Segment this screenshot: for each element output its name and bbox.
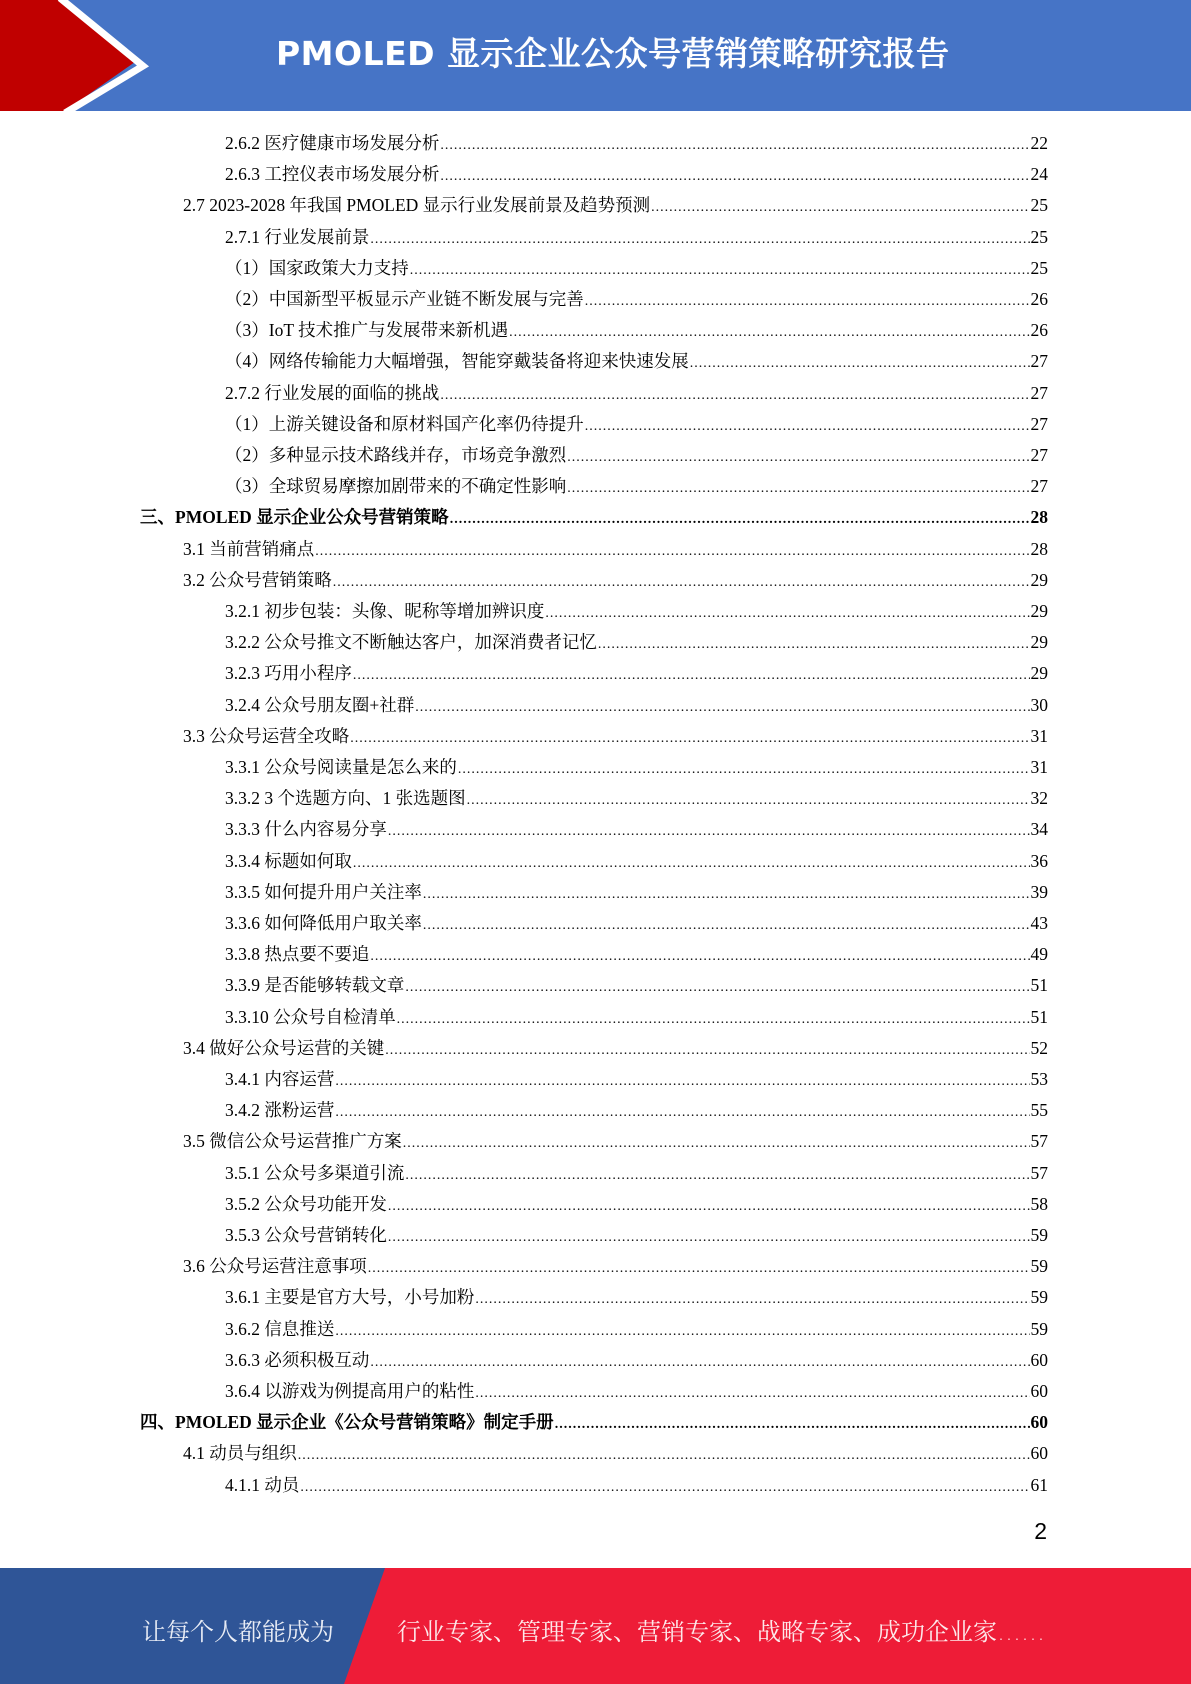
toc-entry[interactable]	[183, 721, 1048, 752]
toc-entry-title: 4.1 动员与组织	[183, 1443, 297, 1464]
toc-entry[interactable]	[225, 1345, 1048, 1376]
toc-entry-title: 3.3.3 什么内容易分享	[225, 819, 387, 840]
footer-slogan-left: 让每个人都能成为	[142, 1618, 334, 1646]
toc-entry[interactable]	[225, 1095, 1048, 1126]
toc-entry-title: 三、PMOLED 显示企业公众号营销策略	[140, 507, 449, 528]
toc-entry[interactable]	[225, 409, 1048, 440]
chevron-decoration-icon	[0, 0, 200, 111]
toc-entry[interactable]	[225, 1470, 1048, 1501]
dot-leader	[300, 1470, 1029, 1503]
toc-entry-title: 2.7.1 行业发展前景	[225, 226, 370, 247]
dot-leader	[555, 1407, 1030, 1440]
toc-entry-page: 59	[1030, 1287, 1048, 1308]
toc-entry-title: 2.7 2023-2028 年我国 PMOLED 显示行业发展前景及趋势预测	[183, 195, 651, 216]
toc-entry-page: 29	[1030, 601, 1048, 621]
toc-entry[interactable]	[225, 1376, 1048, 1407]
page-number: 2	[1034, 1518, 1047, 1544]
dot-leader	[368, 1251, 1030, 1284]
toc-entry[interactable]	[225, 1282, 1048, 1313]
toc-entry-title: （2）多种显示技术路线并存，市场竞争激烈	[225, 445, 567, 465]
dot-leader	[415, 690, 1029, 723]
toc-entry-page: 49	[1030, 944, 1048, 965]
toc-entry-title: 3.2.1 初步包装：头像、昵称等增加辨识度	[225, 601, 545, 621]
toc-entry-page: 28	[1030, 538, 1048, 559]
toc-entry[interactable]	[225, 284, 1048, 315]
toc-entry[interactable]	[225, 1314, 1048, 1345]
toc-entry-page: 51	[1030, 1006, 1048, 1027]
toc-entry-page: 31	[1030, 757, 1048, 777]
toc-entry-page: 25	[1030, 195, 1048, 216]
dot-leader	[567, 440, 1029, 473]
toc-entry[interactable]	[225, 1220, 1048, 1251]
dot-leader	[370, 1345, 1029, 1378]
toc-entry-page: 29	[1030, 569, 1048, 590]
toc-entry[interactable]	[225, 222, 1048, 253]
dot-leader	[388, 814, 1030, 847]
toc-entry[interactable]	[225, 378, 1048, 409]
toc-entry-page: 25	[1030, 226, 1048, 247]
toc-entry[interactable]	[225, 658, 1048, 689]
dot-leader	[690, 346, 1030, 379]
toc-entry-page: 29	[1030, 632, 1048, 653]
dot-leader	[335, 1064, 1029, 1097]
dot-leader	[585, 284, 1030, 317]
dot-leader	[475, 1376, 1029, 1409]
toc-entry-title: 3.3.8 热点要不要追	[225, 944, 370, 965]
dot-leader	[298, 1438, 1030, 1471]
toc-entry-page: 22	[1030, 133, 1048, 153]
toc-entry-title: 3.2 公众号营销策略	[183, 569, 332, 590]
toc-entry-title: 四、PMOLED 显示企业《公众号营销策略》制定手册	[140, 1412, 554, 1433]
toc-entry-page: 52	[1030, 1037, 1048, 1058]
dot-leader	[405, 1158, 1029, 1191]
dot-leader	[405, 970, 1029, 1003]
toc-entry-page: 25	[1030, 257, 1048, 278]
toc-entry-title: 3.5.2 公众号功能开发	[225, 1193, 387, 1214]
dot-leader	[598, 627, 1030, 660]
dot-leader	[333, 565, 1030, 598]
toc-entry-page: 57	[1030, 1162, 1048, 1183]
dot-leader	[467, 783, 1030, 816]
dot-leader	[585, 409, 1030, 442]
toc-entry[interactable]	[225, 253, 1048, 284]
toc-entry-title: （2）中国新型平板显示产业链不断发展与完善	[225, 289, 584, 309]
dot-leader	[567, 471, 1029, 504]
toc-entry-title: 3.5 微信公众号运营推广方案	[183, 1131, 402, 1152]
toc-entry-page: 60	[1030, 1349, 1048, 1370]
toc-entry-title: 3.2.4 公众号朋友圈+社群	[225, 694, 415, 715]
toc-entry-page: 36	[1030, 850, 1048, 871]
toc-entry-page: 60	[1030, 1412, 1048, 1433]
toc-entry-page: 60	[1030, 1381, 1048, 1401]
toc-entry[interactable]	[183, 534, 1048, 565]
toc-entry-page: 57	[1030, 1131, 1048, 1152]
toc-entry-page: 30	[1030, 694, 1048, 715]
toc-entry[interactable]	[225, 440, 1048, 471]
dot-leader	[353, 658, 1030, 691]
toc-entry-page: 58	[1030, 1193, 1048, 1214]
toc-entry-page: 29	[1030, 663, 1048, 684]
toc-entry[interactable]	[225, 939, 1048, 970]
toc-entry-title: （3）全球贸易摩擦加剧带来的不确定性影响	[225, 476, 567, 497]
toc-entry-title: （3）IoT 技术推广与发展带来新机遇	[225, 320, 509, 341]
dot-leader	[423, 908, 1030, 941]
toc-entry-title: 3.1 当前营销痛点	[183, 538, 315, 559]
toc-entry[interactable]	[183, 565, 1048, 596]
toc-entry-title: 3.2.3 巧用小程序	[225, 663, 352, 684]
toc-entry-page: 27	[1030, 351, 1048, 372]
footer-slogan-right: 行业专家、管理专家、营销专家、战略专家、成功企业家……	[397, 1618, 1045, 1646]
dot-leader	[315, 534, 1029, 567]
toc-entry-title: 3.3.9 是否能够转载文章	[225, 975, 405, 996]
toc-entry-page: 39	[1030, 881, 1048, 902]
toc-entry-title: （1）国家政策大力支持	[225, 257, 409, 278]
toc-entry-title: 3.4 做好公众号运营的关键	[183, 1037, 385, 1058]
toc-entry-page: 61	[1030, 1474, 1048, 1495]
dot-leader	[458, 752, 1030, 785]
dot-leader	[545, 596, 1029, 629]
toc-entry[interactable]	[225, 690, 1048, 721]
toc-entry[interactable]	[225, 814, 1048, 845]
toc-entry-page: 53	[1030, 1069, 1048, 1089]
dot-leader	[388, 1189, 1030, 1222]
toc-entry[interactable]	[225, 315, 1048, 346]
toc-entry[interactable]	[225, 783, 1048, 814]
toc-entry-page: 55	[1030, 1100, 1048, 1121]
toc-entry-page: 26	[1030, 320, 1048, 341]
toc-entry-title: （1）上游关键设备和原材料国产化率仍待提升	[225, 413, 584, 434]
toc-entry-title: 3.3.2 3 个选题方向、1 张选题图	[225, 788, 466, 809]
toc-entry[interactable]	[225, 627, 1048, 658]
dot-leader	[651, 190, 1029, 223]
toc-entry-title: 3.3.5 如何提升用户关注率	[225, 881, 422, 902]
toc-entry-page: 27	[1030, 382, 1048, 403]
toc-entry-title: 4.1.1 动员	[225, 1474, 300, 1495]
toc-entry-title: 3.3.10 公众号自检清单	[225, 1006, 396, 1027]
toc-entry-title: 3.3.6 如何降低用户取关率	[225, 913, 422, 933]
dot-leader	[440, 128, 1029, 161]
toc-entry-title: 3.3.4 标题如何取	[225, 850, 352, 871]
toc-entry-page: 43	[1030, 913, 1048, 933]
dot-leader	[403, 1126, 1030, 1159]
dot-leader	[335, 1095, 1029, 1128]
toc-entry-page: 27	[1030, 445, 1048, 465]
toc-entry-title: 2.6.3 工控仪表市场发展分析	[225, 164, 440, 185]
toc-entry[interactable]	[225, 752, 1048, 783]
toc-entry[interactable]	[225, 1189, 1048, 1220]
toc-entry[interactable]	[225, 908, 1048, 939]
toc-entry-page: 31	[1030, 725, 1048, 746]
dot-leader	[509, 315, 1029, 348]
toc-entry[interactable]	[140, 502, 1048, 533]
toc-entry-title: 3.5.1 公众号多渠道引流	[225, 1162, 405, 1183]
toc-entry[interactable]	[183, 1033, 1048, 1064]
dot-leader	[370, 222, 1029, 255]
dot-leader	[370, 939, 1029, 972]
dot-leader	[353, 846, 1030, 879]
toc-entry[interactable]	[183, 1438, 1048, 1469]
toc-entry-title: 2.6.2 医疗健康市场发展分析	[225, 133, 440, 153]
toc-entry-title: 3.3 公众号运营全攻略	[183, 725, 350, 746]
toc-entry[interactable]	[183, 190, 1048, 221]
report-title: PMOLED 显示企业公众号营销策略研究报告	[276, 34, 950, 73]
toc-entry-page: 27	[1030, 413, 1048, 434]
toc-entry-page: 60	[1030, 1443, 1048, 1464]
toc-entry-title: 3.6.1 主要是官方大号，小号加粉	[225, 1287, 475, 1308]
toc-entry-page: 26	[1030, 289, 1048, 309]
toc-entry[interactable]	[140, 1407, 1048, 1438]
toc-entry-page: 59	[1030, 1256, 1048, 1277]
toc-entry-page: 32	[1030, 788, 1048, 809]
dot-leader	[350, 721, 1029, 754]
toc-entry-page: 59	[1030, 1225, 1048, 1245]
toc-entry[interactable]	[225, 1002, 1048, 1033]
dot-leader	[450, 502, 1030, 535]
toc-entry-title: 3.6 公众号运营注意事项	[183, 1256, 367, 1277]
dot-leader	[397, 1002, 1030, 1035]
dot-leader	[335, 1314, 1029, 1347]
dot-leader	[440, 159, 1029, 192]
toc-entry-page: 59	[1030, 1318, 1048, 1339]
toc-entry-title: 3.4.2 涨粉运营	[225, 1100, 335, 1121]
dot-leader	[385, 1033, 1029, 1066]
page-header	[0, 0, 1191, 111]
toc-entry-title: 3.3.1 公众号阅读量是怎么来的	[225, 757, 457, 777]
toc-entry-title: 3.5.3 公众号营销转化	[225, 1225, 387, 1245]
dot-leader	[423, 877, 1030, 910]
toc-entry-page: 28	[1030, 507, 1048, 528]
toc-entry-title: 3.4.1 内容运营	[225, 1069, 335, 1089]
toc-entry[interactable]	[225, 846, 1048, 877]
dot-leader	[440, 378, 1029, 411]
toc-entry[interactable]	[183, 1251, 1048, 1282]
toc-entry[interactable]	[225, 1158, 1048, 1189]
toc-entry[interactable]	[183, 1126, 1048, 1157]
toc-entry-title: 3.6.2 信息推送	[225, 1318, 335, 1339]
toc-entry-title: 3.6.4 以游戏为例提高用户的粘性	[225, 1381, 475, 1401]
toc-entry[interactable]	[225, 596, 1048, 627]
toc-entry[interactable]	[225, 1064, 1048, 1095]
toc-entry-title: （4）网络传输能力大幅增强，智能穿戴装备将迎来快速发展	[225, 351, 689, 372]
toc-entry-page: 27	[1030, 476, 1048, 497]
toc-entry-title: 3.2.2 公众号推文不断触达客户，加深消费者记忆	[225, 632, 597, 653]
toc-entry-title: 3.6.3 必须积极互动	[225, 1349, 370, 1370]
dot-leader	[410, 253, 1030, 286]
toc-entry[interactable]	[225, 471, 1048, 502]
toc-entry-page: 24	[1030, 164, 1048, 185]
toc-entry[interactable]	[225, 128, 1048, 159]
toc-entry[interactable]	[225, 970, 1048, 1001]
toc-entry[interactable]	[225, 877, 1048, 908]
toc-entry-page: 51	[1030, 975, 1048, 996]
dot-leader	[388, 1220, 1030, 1253]
toc-entry-title: 2.7.2 行业发展的面临的挑战	[225, 382, 440, 403]
dot-leader	[475, 1282, 1029, 1315]
toc-entry[interactable]	[225, 159, 1048, 190]
toc-entry-page: 34	[1030, 819, 1048, 840]
toc-entry[interactable]	[225, 346, 1048, 377]
